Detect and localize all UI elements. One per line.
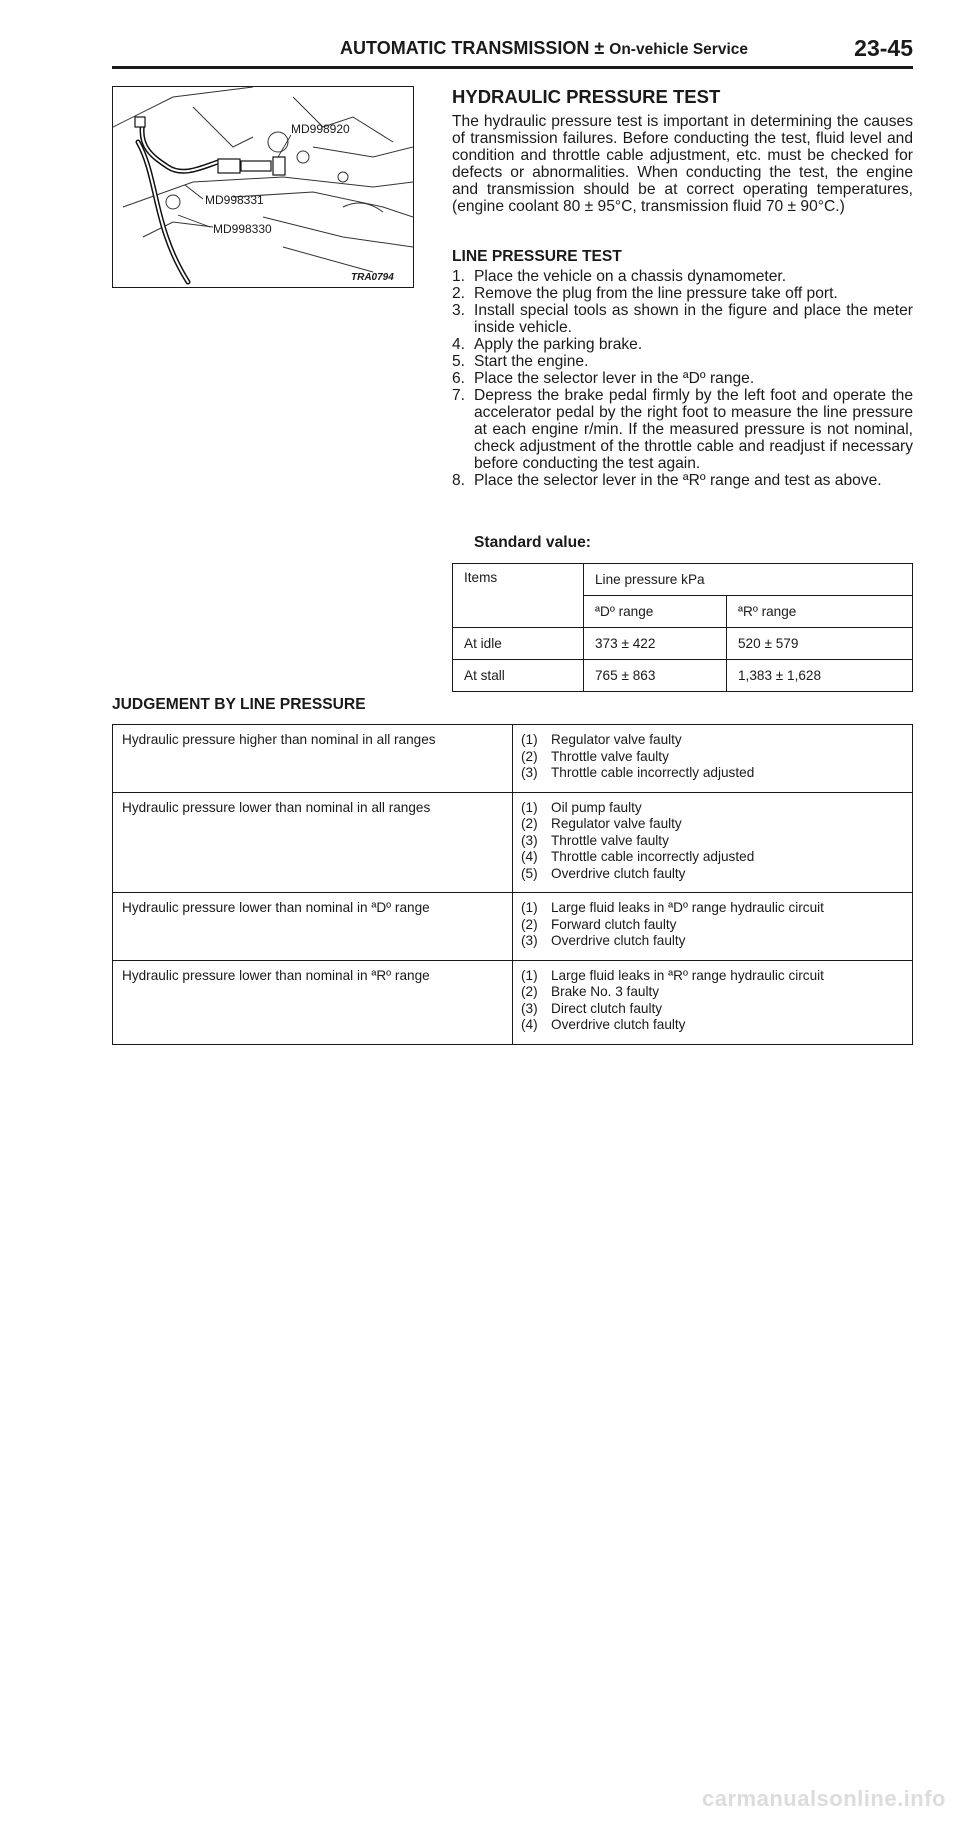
table-row xyxy=(453,564,913,596)
step-text: Install special tools as shown in the figure and place the meter inside vehicle. xyxy=(474,302,913,336)
cause-number: (3) xyxy=(521,933,538,948)
step-text: Place the vehicle on a chassis dynamometer. xyxy=(474,268,787,285)
cause-number: (1) xyxy=(521,900,538,915)
tool-label-md998330: MD998330 xyxy=(213,222,272,236)
cause-number: (3) xyxy=(521,832,538,848)
cause-text: Overdrive clutch faulty xyxy=(551,1017,686,1032)
cause-number: (3) xyxy=(521,765,538,780)
header-d-range: ªDº range xyxy=(584,596,727,628)
header-chapter: AUTOMATIC TRANSMISSION xyxy=(340,38,590,58)
cause-item xyxy=(521,849,912,866)
judgement-table xyxy=(112,724,913,1045)
procedure-step xyxy=(452,285,913,302)
header-rule xyxy=(112,66,913,69)
cause-item xyxy=(521,765,912,782)
condition-cell: Hydraulic pressure lower than nominal in all ranges xyxy=(113,792,513,893)
transmission-illustration xyxy=(113,87,413,287)
table-row xyxy=(113,893,913,961)
header-separator: ± xyxy=(594,38,605,58)
row-r-value: 520 ± 579 xyxy=(727,628,913,660)
procedure-step xyxy=(452,268,913,285)
row-item: At stall xyxy=(453,660,584,692)
special-tools-figure xyxy=(112,86,414,288)
procedure-step xyxy=(452,472,913,489)
cause-item xyxy=(521,800,912,817)
cause-number: (1) xyxy=(521,732,538,747)
header-subtitle: On-vehicle Service xyxy=(609,41,748,58)
cause-number: (2) xyxy=(521,984,538,999)
causes-cell xyxy=(513,792,913,893)
judgement-title: JUDGEMENT BY LINE PRESSURE xyxy=(112,696,366,713)
cause-text: Overdrive clutch faulty xyxy=(551,865,686,881)
cause-text: Regulator valve faulty xyxy=(551,732,682,747)
row-d-value: 373 ± 422 xyxy=(584,628,727,660)
row-d-value: 765 ± 863 xyxy=(584,660,727,692)
step-text: Remove the plug from the line pressure take off port. xyxy=(474,285,838,302)
header-title xyxy=(340,38,748,59)
cause-item xyxy=(521,732,912,749)
cause-item xyxy=(521,1001,912,1018)
cause-item xyxy=(521,933,912,950)
step-number: 7. xyxy=(452,387,466,404)
cause-item xyxy=(521,917,912,934)
procedure-step xyxy=(452,336,913,353)
cause-text: Brake No. 3 faulty xyxy=(551,984,660,999)
cause-text: Large fluid leaks in ªRº range hydraulic circuit xyxy=(551,967,824,983)
cause-text: Oil pump faulty xyxy=(551,799,642,815)
header-r-range: ªRº range xyxy=(727,596,913,628)
causes-cell xyxy=(513,725,913,793)
cause-text: Direct clutch faulty xyxy=(551,1000,663,1016)
cause-item xyxy=(521,866,912,883)
cause-text: Throttle valve faulty xyxy=(551,748,669,764)
header-items: Items xyxy=(453,564,584,628)
standard-value-table xyxy=(452,563,913,692)
row-r-value: 1,383 ± 1,628 xyxy=(727,660,913,692)
table-row xyxy=(113,725,913,793)
cause-number: (1) xyxy=(521,799,538,815)
footer-watermark: carmanualsonline.info xyxy=(702,1786,946,1811)
table-row xyxy=(113,960,913,1044)
cause-item xyxy=(521,833,912,850)
cause-number: (4) xyxy=(521,849,538,864)
row-item: At idle xyxy=(453,628,584,660)
step-text: Place the selector lever in the ªRº range and test as above. xyxy=(474,472,882,489)
cause-number: (4) xyxy=(521,1017,538,1032)
procedure-step xyxy=(452,370,913,387)
step-text: Start the engine. xyxy=(474,353,589,370)
step-number: 2. xyxy=(452,285,466,302)
cause-text: Regulator valve faulty xyxy=(551,816,682,831)
cause-number: (5) xyxy=(521,865,538,881)
procedure-step xyxy=(452,387,913,472)
tool-label-md998331: MD998331 xyxy=(205,193,264,207)
table-row xyxy=(453,660,913,692)
procedure-step xyxy=(452,302,913,336)
cause-text: Forward clutch faulty xyxy=(551,916,677,932)
step-text: Place the selector lever in the ªDº range. xyxy=(474,370,755,387)
cause-number: (2) xyxy=(521,916,538,932)
cause-item xyxy=(521,900,912,917)
condition-cell: Hydraulic pressure lower than nominal in ªRº range xyxy=(113,960,513,1044)
cause-text: Throttle valve faulty xyxy=(551,832,669,848)
cause-text: Large fluid leaks in ªDº range hydraulic circuit xyxy=(551,900,824,915)
page-number: 23-45 xyxy=(854,35,913,61)
step-text: Depress the brake pedal firmly by the left foot and operate the accelerator pedal by the right foot to measure the line pressure at each engine r/min. If the measured pressure is not nominal, check adjustment of the throttle cable and readjust if necessary before conducting the test again. xyxy=(474,387,913,472)
tool-label-md998920: MD998920 xyxy=(291,122,350,136)
cause-item xyxy=(521,968,912,985)
cause-text: Throttle cable incorrectly adjusted xyxy=(551,765,755,780)
cause-number: (1) xyxy=(521,967,538,983)
causes-cell xyxy=(513,893,913,961)
figure-code: TRA0794 xyxy=(351,272,394,283)
cause-item xyxy=(521,1017,912,1034)
condition-cell: Hydraulic pressure higher than nominal in all ranges xyxy=(113,725,513,793)
cause-number: (2) xyxy=(521,816,538,831)
step-number: 8. xyxy=(452,472,466,489)
procedure-step xyxy=(452,353,913,370)
condition-cell: Hydraulic pressure lower than nominal in ªDº range xyxy=(113,893,513,961)
cause-item xyxy=(521,816,912,833)
cause-text: Overdrive clutch faulty xyxy=(551,933,686,948)
cause-number: (2) xyxy=(521,748,538,764)
cause-number: (3) xyxy=(521,1000,538,1016)
step-number: 3. xyxy=(452,302,466,319)
step-number: 1. xyxy=(452,268,466,285)
step-number: 6. xyxy=(452,370,466,387)
step-number: 4. xyxy=(452,336,466,353)
causes-cell xyxy=(513,960,913,1044)
step-text: Apply the parking brake. xyxy=(474,336,643,353)
line-pressure-test-title: LINE PRESSURE TEST xyxy=(452,248,622,265)
step-number: 5. xyxy=(452,353,466,370)
standard-value-label: Standard value: xyxy=(474,534,591,551)
page-header xyxy=(112,35,913,66)
cause-item xyxy=(521,984,912,1001)
table-row xyxy=(453,628,913,660)
cause-text: Throttle cable incorrectly adjusted xyxy=(551,849,755,864)
procedure-steps xyxy=(452,268,913,489)
table-row xyxy=(113,792,913,893)
section-title: HYDRAULIC PRESSURE TEST xyxy=(452,86,721,107)
cause-item xyxy=(521,749,912,766)
header-line-pressure: Line pressure kPa xyxy=(584,564,913,596)
intro-paragraph: The hydraulic pressure test is important in determining the causes of transmission failures. Before conducting the test, fluid level and condition and throttle cable adjustment, etc. must be checked for defects or abnormalities. When conducting the test, the engine and transmission should be at correct operating temperatures, (engine coolant 80 ± 95°C, transmission fluid 70 ± 90°C.) xyxy=(452,113,913,215)
